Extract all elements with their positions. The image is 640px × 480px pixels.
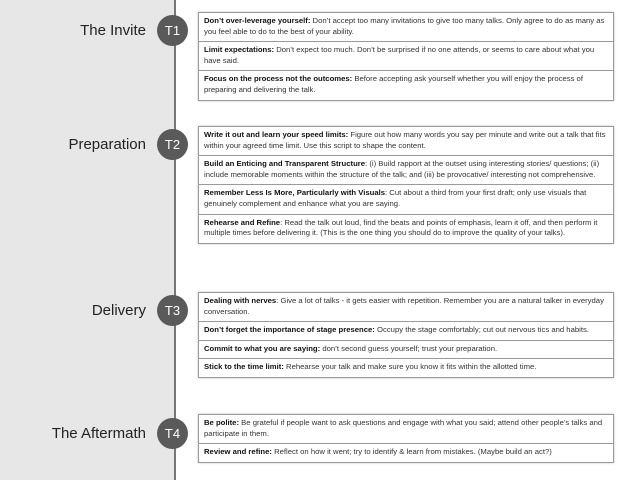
tip-item — [199, 214, 613, 243]
tip-title: Stick to the time limit: — [204, 362, 284, 372]
tip-title: Focus on the process not the outcomes: — [204, 74, 353, 84]
phase-label-delivery: Delivery — [91, 302, 146, 319]
tip-item — [199, 127, 613, 155]
tip-title: Commit to what you are saying: — [204, 343, 321, 353]
phase-badge-t4: T4 — [157, 418, 188, 449]
tip-title: Be polite: — [204, 418, 240, 427]
phase-badge-t3: T3 — [157, 295, 188, 326]
tip-text: : Read the talk out loud, find the beats and points of emphasis, learn it off, and then perform it multiple times before delivering it. (This is the one thing you should do to improve the quality of your talks). — [204, 217, 598, 238]
tip-title: Write it out and learn your speed limits: — [204, 130, 349, 139]
tip-item — [199, 358, 613, 377]
phase-card-delivery — [198, 292, 614, 378]
tip-item — [199, 443, 613, 462]
phase-badge-t2: T2 — [157, 129, 188, 160]
tip-text: : Cut about a third from your first draft; only use visuals that genuinely complement and enhance what you are saying. — [204, 188, 587, 208]
tip-text: Before accepting ask yourself whether you will enjoy the process of preparing and delivering the talk. — [204, 74, 583, 94]
tip-title: Review and refine: — [204, 447, 272, 457]
tip-item — [199, 415, 613, 443]
tip-item — [199, 340, 613, 359]
tip-text: Don’t expect too much. Don’t be surprised if no one attends, or seems to care about what you have said. — [204, 45, 595, 65]
phase-label-invite: The Invite — [80, 22, 146, 39]
timeline-spine-line — [174, 0, 176, 480]
tip-text: Reflect on how it went; try to identify & learn from mistakes. (Maybe build an act?) — [274, 447, 552, 457]
phase-label-preparation: Preparation — [68, 136, 146, 153]
tip-text: Be grateful if people want to ask questions and engage with what you said; attend other people’s talks and participate in them. — [204, 418, 603, 438]
tip-item — [199, 155, 613, 184]
phase-label-aftermath: The Aftermath — [51, 425, 146, 442]
tip-text: Figure out how many words you say per minute and write out a talk that fits within your agreed time limit. Use this script to shape the content. — [204, 130, 606, 150]
tip-text: don’t second guess yourself; trust your preparation. — [322, 343, 498, 353]
tip-title: Dealing with nerves — [204, 296, 277, 305]
tip-title: Rehearse and Refine — [204, 217, 281, 227]
tip-title: Remember Less Is More, Particularly with Visuals — [204, 188, 386, 198]
tip-text: : Give a lot of talks - it gets easier with repetition. Remember you are a natural talker in everyday conversation. — [204, 296, 604, 316]
tip-text: Rehearse your talk and make sure you know it fits within the allotted time. — [286, 362, 537, 372]
tip-item — [199, 13, 613, 41]
tip-title: Don’t forget the importance of stage presence: — [204, 325, 375, 335]
phase-card-invite — [198, 12, 614, 101]
tip-item — [199, 70, 613, 99]
tip-item — [199, 293, 613, 321]
phase-card-aftermath — [198, 414, 614, 463]
tip-text: Occupy the stage comfortably; cut out nervous tics and habits. — [377, 325, 589, 335]
tip-title: Limit expectations: — [204, 45, 275, 55]
tip-title: Build an Enticing and Transparent Structure — [204, 159, 366, 169]
tip-title: Don’t over-leverage yourself: — [204, 16, 311, 25]
timeline-spine-band — [0, 0, 174, 480]
tip-text: Don’t accept too many invitations to give too many talks. Only agree to do as many as you feel able to do to the best of your ability. — [204, 16, 605, 36]
tip-item — [199, 41, 613, 70]
phase-card-preparation — [198, 126, 614, 244]
tip-item — [199, 184, 613, 213]
phase-badge-t1: T1 — [157, 15, 188, 46]
tip-text: : (i) Build rapport at the outset using interesting stories/ questions; (ii) include memorable moments within the structure of the talk; and (iii) be provocative/ interesting not comprehensive. — [204, 159, 600, 179]
tip-item — [199, 321, 613, 340]
